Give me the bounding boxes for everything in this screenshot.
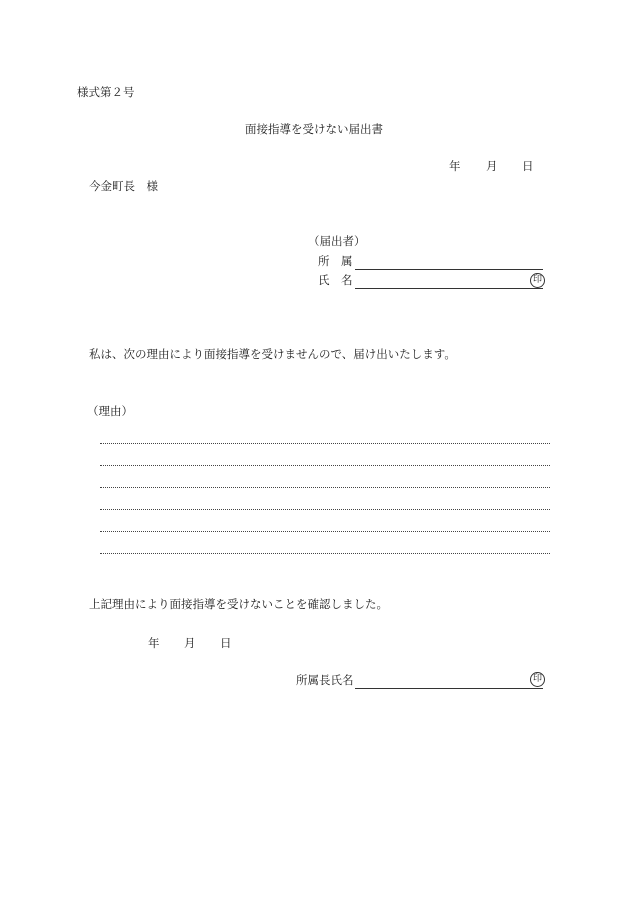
date-month-label: 月 (486, 159, 498, 173)
reason-line[interactable] (100, 443, 550, 444)
seal-icon: 印 (530, 273, 545, 288)
reason-line[interactable] (100, 531, 550, 532)
reason-line[interactable] (100, 553, 550, 554)
name-field[interactable] (355, 288, 543, 289)
document-title: 面接指導を受けない届出書 (245, 122, 383, 136)
date-day-label: 日 (522, 159, 534, 173)
name-label: 氏 名 (318, 273, 353, 287)
date-month-label: 月 (184, 636, 196, 650)
reason-line[interactable] (100, 487, 550, 488)
reason-line[interactable] (100, 465, 550, 466)
date-day-label: 日 (220, 636, 232, 650)
reason-heading: （理由） (87, 404, 133, 418)
addressee: 今金町長 様 (89, 179, 158, 193)
reason-line[interactable] (100, 509, 550, 510)
confirmation-text: 上記理由により面接指導を受けないことを確認しました。 (89, 597, 388, 611)
form-number: 様式第２号 (77, 85, 135, 99)
supervisor-label: 所属長氏名 (296, 673, 354, 687)
date-year-label: 年 (148, 636, 160, 650)
statement-text: 私は、次の理由により面接指導を受けませんので、届け出いたします。 (89, 347, 456, 361)
supervisor-name-field[interactable] (355, 688, 543, 689)
affiliation-label: 所 属 (318, 254, 353, 268)
affiliation-field[interactable] (355, 269, 543, 270)
date-year-label: 年 (449, 159, 461, 173)
applicant-heading: （届出者） (308, 234, 366, 248)
seal-icon: 印 (530, 672, 545, 687)
